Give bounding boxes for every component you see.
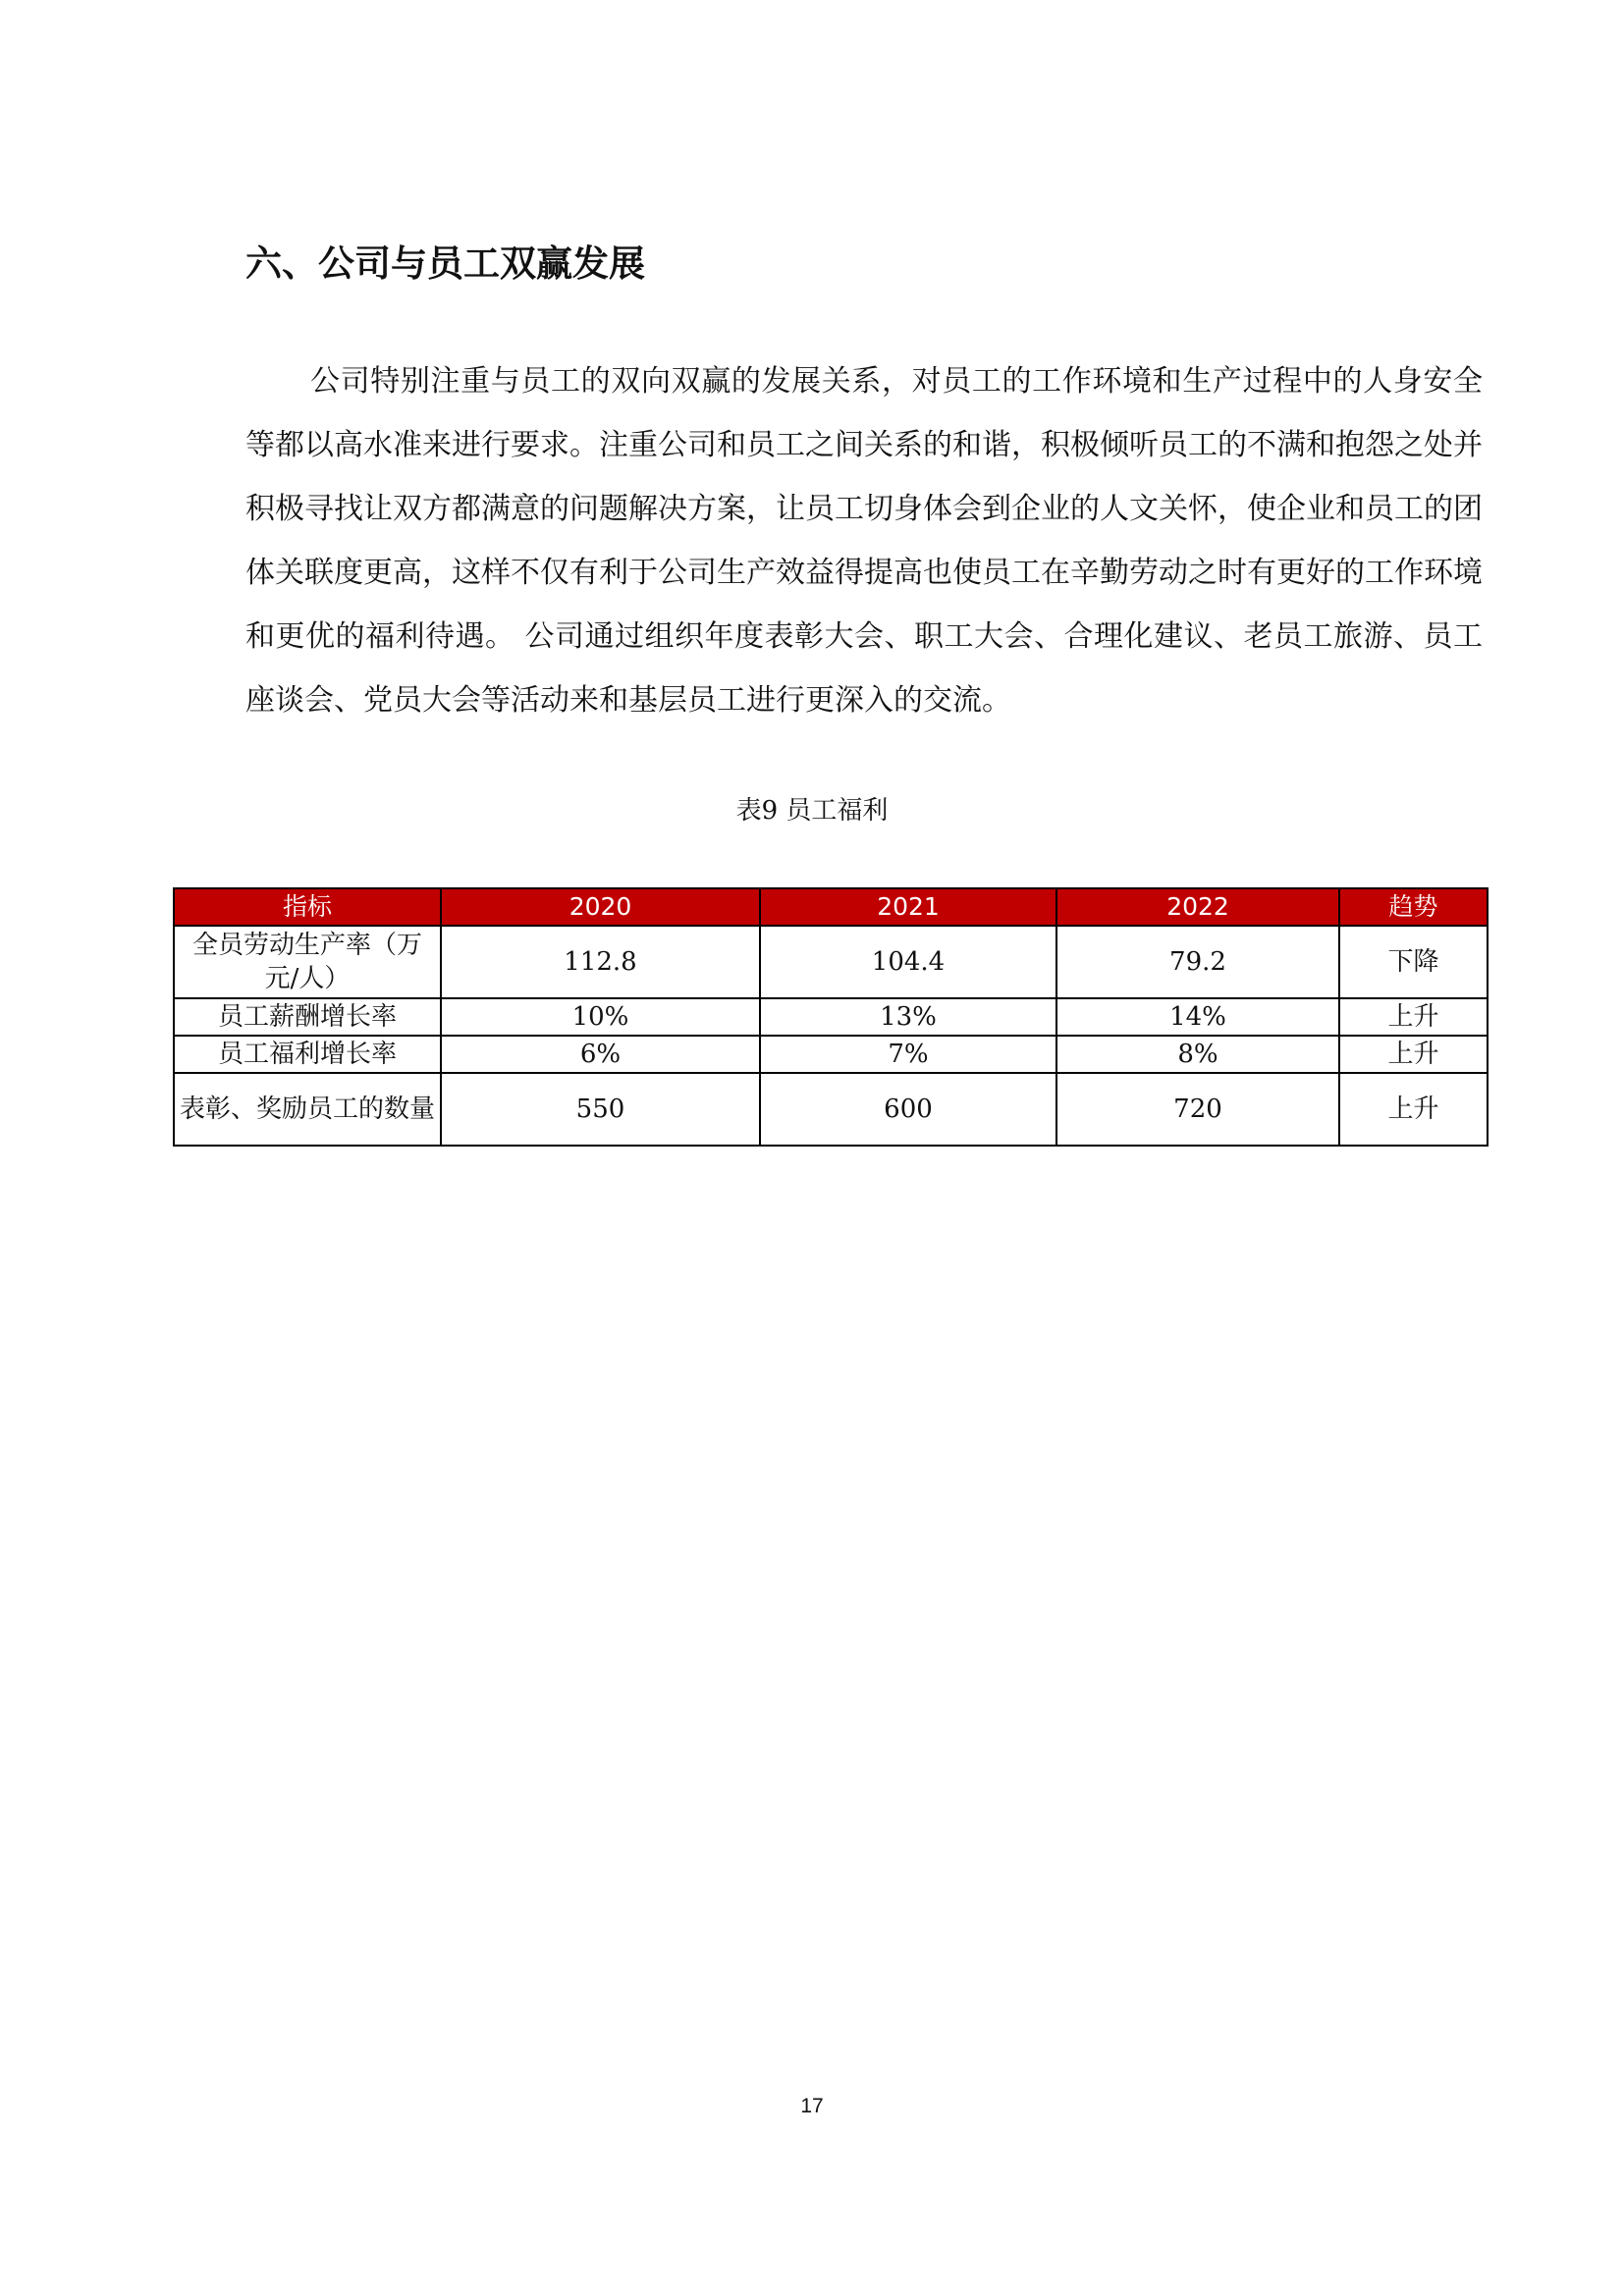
header-2020: 2020 [441, 888, 760, 926]
trend-cell: 上升 [1339, 1036, 1488, 1073]
table-row [174, 1036, 1488, 1073]
trend-cell: 下降 [1339, 926, 1488, 998]
table-caption: 表9 员工福利 [735, 796, 889, 826]
value-cell: 79.2 [1056, 926, 1339, 998]
value-cell: 104.4 [760, 926, 1056, 998]
table-row [174, 1073, 1488, 1146]
value-cell: 112.8 [441, 926, 760, 998]
header-trend: 趋势 [1339, 888, 1488, 926]
value-cell: 720 [1056, 1073, 1339, 1146]
header-indicator: 指标 [174, 888, 441, 926]
value-cell: 6% [441, 1036, 760, 1073]
header-2022: 2022 [1056, 888, 1339, 926]
section-heading: 六、公司与员工双赢发展 [245, 242, 645, 285]
trend-cell: 上升 [1339, 998, 1488, 1036]
value-cell: 14% [1056, 998, 1339, 1036]
table-row [174, 998, 1488, 1036]
value-cell: 600 [760, 1073, 1056, 1146]
trend-cell: 上升 [1339, 1073, 1488, 1146]
body-paragraph: 公司特别注重与员工的双向双赢的发展关系，对员工的工作环境和生产过程中的人身安全等都以高水准来进行要求。注重公司和员工之间关系的和谐，积极倾听员工的不满和抱怨之处并积极寻找让双方都满意的问题解决方案，让员工切身体会到企业的人文关怀，使企业和员工的团体关联度更高，这样不仅有利于公司生产效益得提高也使员工在辛勤劳动之时有更好的工作环境和更优的福利待遇。 公司通过组织年度表彰大会、职工大会、合理化建议、老员工旅游、员工座谈会、党员大会等活动来和基层员工进行更深入的交流。 [245, 364, 1483, 718]
header-2021: 2021 [760, 888, 1056, 926]
employee-benefits-table [173, 887, 1489, 1147]
value-cell: 8% [1056, 1036, 1339, 1073]
indicator-cell: 员工福利增长率 [174, 1036, 441, 1073]
page-number: 17 [800, 2095, 824, 2117]
indicator-cell: 全员劳动生产率（万元/人） [174, 926, 441, 998]
value-cell: 10% [441, 998, 760, 1036]
table-header-row [174, 888, 1488, 926]
value-cell: 550 [441, 1073, 760, 1146]
indicator-cell: 表彰、奖励员工的数量 [174, 1073, 441, 1146]
value-cell: 13% [760, 998, 1056, 1036]
value-cell: 7% [760, 1036, 1056, 1073]
indicator-cell: 员工薪酬增长率 [174, 998, 441, 1036]
table-row [174, 926, 1488, 998]
